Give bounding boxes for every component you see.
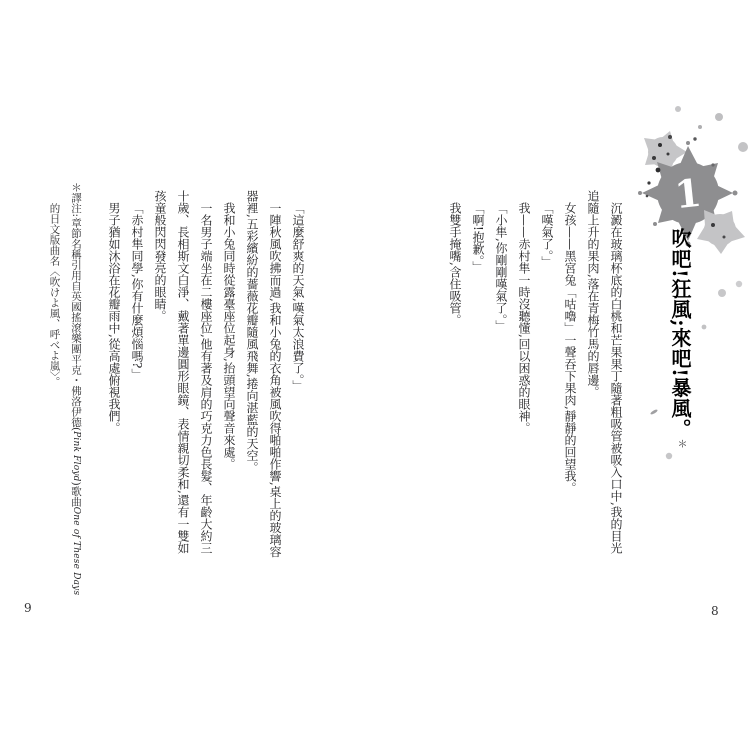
paragraph: 沉澱在玻璃杯底的白桃和芒果果丁隨著粗吸管被吸入口中,我的目光追隨上升的果肉,落在青梅竹馬的唇邊。 [586,190,623,554]
footnote-text: ＊譯注:章節名稱引用自英國搖滾樂團平克・佛洛伊德( [70,182,82,432]
footnote-latin-band-name: Pink Floyd [71,431,81,482]
paragraph: 「啊!抱歉。」 [471,202,485,273]
paragraph: 「這麼舒爽的天氣,嘆氣太浪費了。」 [291,202,305,392]
footnote-latin-song-name: One of These Days [71,506,81,596]
paragraph: 「赤村隼同學,你有什麼煩惱嗎?」 [130,202,144,381]
left-page-body [102,190,309,558]
paragraph: 「小隼,你剛剛嘆氣了。」 [494,202,508,332]
chapter-number: 1 [672,169,704,218]
paragraph: 我和小兔同時從露臺座位起身,抬頭望向聲音來處。 [222,202,236,470]
chapter-title [667,228,693,449]
paragraph: 我——赤村隼一時沒聽懂,回以困惑的眼神。 [517,202,531,434]
title-footnote-marker: ＊ [675,438,686,450]
paragraph: 女孩——黑宮兔「咕嚕」一聲吞下果肉,靜靜的回望我。 [563,202,577,494]
chapter-title-text: 吹吧!狂風;來吧!暴風。 [668,228,692,439]
right-page-body [443,190,627,558]
footnote-text: 的日文版曲名〈吹けよ風、呼べよ嵐〉。 [48,203,61,387]
paragraph: 我雙手掩嘴,含住吸管。 [448,202,462,326]
footnote-text: )歌曲 [70,481,82,507]
paragraph: 一名男子端坐在二樓座位,他有著及肩的巧克力色長髮、年齡大約三十歲、長相斯文白淨、戴著單邊圓形眼鏡、表情親切柔和,還有一雙如孩童般閃閃發亮的眼睛。 [153,190,213,554]
translator-footnote [43,182,86,602]
page-number-right: 8 [711,604,719,618]
page-number-left: 9 [24,601,32,615]
paragraph: 「嘆氣了。」 [540,202,554,268]
paragraph: 男子猶如沐浴在花瓣雨中,從高處俯視我們。 [107,202,121,434]
paragraph: 一陣秋風吹拂而過,我和小兔的衣角被風吹得啪啪作響,桌上的玻璃容器裡,五彩繽紛的薔薇花瓣隨風飛舞,捲向湛藍的天空。 [245,190,282,558]
